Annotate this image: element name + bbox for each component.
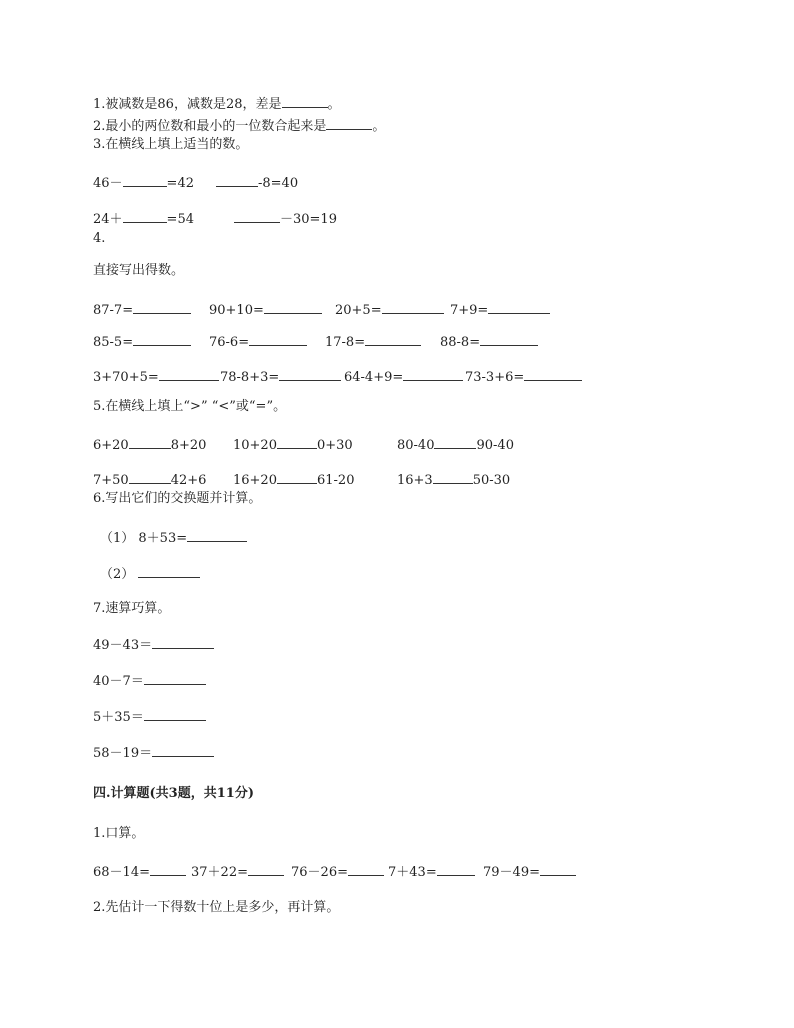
expr: （1） 8＋53= — [100, 531, 188, 546]
expr-part: 46－ — [93, 176, 123, 191]
answer-blank[interactable] — [480, 333, 538, 346]
question-7-item — [93, 636, 214, 654]
question-7-item — [93, 672, 206, 690]
question-6-item-2 — [100, 565, 200, 583]
q4-row1-item — [93, 301, 191, 319]
question-3-row-1 — [93, 174, 194, 192]
question-3-row-1b — [216, 174, 298, 192]
expr: 7+9= — [450, 303, 489, 318]
question-4-number: 4. — [93, 231, 106, 246]
expr: 80-40 — [397, 438, 435, 453]
expr: 90-40 — [476, 438, 514, 453]
expr: 76－26= — [291, 865, 348, 880]
expr: 78-8+3= — [220, 370, 280, 385]
q4-row1-item — [335, 301, 444, 319]
answer-blank[interactable] — [249, 333, 307, 346]
answer-blank[interactable] — [279, 368, 341, 381]
expr: 64-4+9= — [344, 370, 404, 385]
answer-blank[interactable] — [159, 368, 219, 381]
compare-item — [233, 471, 354, 489]
answer-blank[interactable] — [382, 301, 444, 314]
question-1 — [93, 95, 341, 113]
answer-blank[interactable] — [540, 863, 576, 876]
question-2-text: 2.最小的两位数和最小的一位数合起来是 — [93, 119, 327, 134]
q4-row3-item — [220, 368, 341, 386]
question-6-title: 6.写出它们的交换题并计算。 — [93, 491, 262, 506]
expr: 5＋35＝ — [93, 710, 144, 725]
expr: 37＋22= — [191, 865, 248, 880]
expr: 85-5= — [93, 335, 134, 350]
mental-math-item — [483, 863, 576, 881]
answer-blank[interactable] — [326, 117, 372, 130]
answer-blank[interactable] — [365, 333, 421, 346]
answer-blank[interactable] — [437, 863, 475, 876]
mental-math-item — [388, 863, 475, 881]
expr-part: -8=40 — [258, 176, 299, 191]
answer-blank[interactable] — [488, 301, 550, 314]
compare-item — [93, 471, 206, 489]
question-2-end: 。 — [372, 119, 386, 134]
question-6-item-1 — [100, 529, 247, 547]
compare-blank[interactable] — [129, 436, 171, 449]
mental-math-item — [93, 863, 186, 881]
answer-blank[interactable] — [133, 333, 191, 346]
answer-blank[interactable] — [264, 301, 322, 314]
q4-row2-item — [93, 333, 191, 351]
answer-blank[interactable] — [403, 368, 463, 381]
compare-item — [397, 471, 510, 489]
expr: 68－14= — [93, 865, 150, 880]
expr: 16+20 — [233, 473, 277, 488]
expr: 90+10= — [209, 303, 264, 318]
section-4-q1-title: 1.口算。 — [93, 826, 145, 841]
answer-blank[interactable] — [282, 95, 328, 108]
question-2 — [93, 117, 385, 135]
compare-blank[interactable] — [277, 436, 317, 449]
compare-item — [397, 436, 514, 454]
answer-blank[interactable] — [216, 174, 258, 187]
q4-row3-item — [344, 368, 463, 386]
answer-blank[interactable] — [348, 863, 384, 876]
answer-blank[interactable] — [123, 174, 167, 187]
answer-blank[interactable] — [150, 863, 186, 876]
expr: 73-3+6= — [465, 370, 525, 385]
expr-part: =54 — [166, 212, 194, 227]
q4-row2-item — [440, 333, 538, 351]
question-3-title: 3.在横线上填上适当的数。 — [93, 137, 249, 152]
expr: 79－49= — [483, 865, 540, 880]
expr: 20+5= — [335, 303, 382, 318]
mental-math-item — [191, 863, 284, 881]
expr: 40－7＝ — [93, 674, 144, 689]
expr: 7＋43= — [388, 865, 437, 880]
expr: 16+3 — [397, 473, 433, 488]
question-3-row-2b — [234, 210, 337, 228]
expr: 50-30 — [472, 473, 511, 488]
compare-blank[interactable] — [277, 471, 317, 484]
answer-blank[interactable] — [152, 744, 214, 757]
q4-row3-item — [465, 368, 582, 386]
expr: （2） — [100, 567, 135, 582]
mental-math-item — [291, 863, 384, 881]
answer-blank[interactable] — [138, 565, 200, 578]
q4-row2-item — [325, 333, 421, 351]
answer-blank[interactable] — [152, 636, 214, 649]
question-3-row-2 — [93, 210, 194, 228]
q4-row2-item — [209, 333, 307, 351]
expr: 58－19＝ — [93, 746, 153, 761]
compare-blank[interactable] — [129, 471, 171, 484]
question-7-item — [93, 708, 206, 726]
answer-blank[interactable] — [524, 368, 582, 381]
answer-blank[interactable] — [248, 863, 284, 876]
question-1-end: 。 — [327, 97, 341, 112]
q4-row3-item — [93, 368, 219, 386]
expr: 6+20 — [93, 438, 129, 453]
answer-blank[interactable] — [234, 210, 280, 223]
compare-blank[interactable] — [433, 471, 473, 484]
compare-item — [93, 436, 206, 454]
question-4-title: 直接写出得数。 — [93, 263, 185, 278]
question-7-title: 7.速算巧算。 — [93, 601, 171, 616]
expr-part: 24＋ — [93, 212, 123, 227]
section-4-q2-title: 2.先估计一下得数十位上是多少，再计算。 — [93, 900, 340, 915]
compare-blank[interactable] — [434, 436, 476, 449]
expr: 49－43＝ — [93, 638, 153, 653]
expr-part: －30=19 — [280, 212, 337, 227]
answer-blank[interactable] — [123, 210, 167, 223]
compare-item — [233, 436, 353, 454]
expr: 61-20 — [316, 473, 355, 488]
expr: 10+20 — [233, 438, 277, 453]
expr: 42+6 — [170, 473, 207, 488]
expr: 3+70+5= — [93, 370, 159, 385]
expr: 87-7= — [93, 303, 134, 318]
expr: 0+30 — [316, 438, 353, 453]
expr: 17-8= — [325, 335, 366, 350]
expr: 8+20 — [170, 438, 207, 453]
answer-blank[interactable] — [133, 301, 191, 314]
q4-row1-item — [450, 301, 550, 319]
expr: 76-6= — [209, 335, 250, 350]
expr-part: =42 — [166, 176, 194, 191]
expr: 7+50 — [93, 473, 129, 488]
question-7-item — [93, 744, 214, 762]
q4-row1-item — [209, 301, 322, 319]
answer-blank[interactable] — [187, 529, 247, 542]
expr: 88-8= — [440, 335, 481, 350]
answer-blank[interactable] — [144, 672, 206, 685]
question-1-text: 1.被减数是86，减数是28，差是 — [93, 97, 282, 112]
question-5-title: 5.在横线上填上“>” “<”或“=”。 — [93, 399, 287, 414]
section-4-heading: 四.计算题(共3题，共11分) — [93, 786, 254, 801]
answer-blank[interactable] — [144, 708, 206, 721]
